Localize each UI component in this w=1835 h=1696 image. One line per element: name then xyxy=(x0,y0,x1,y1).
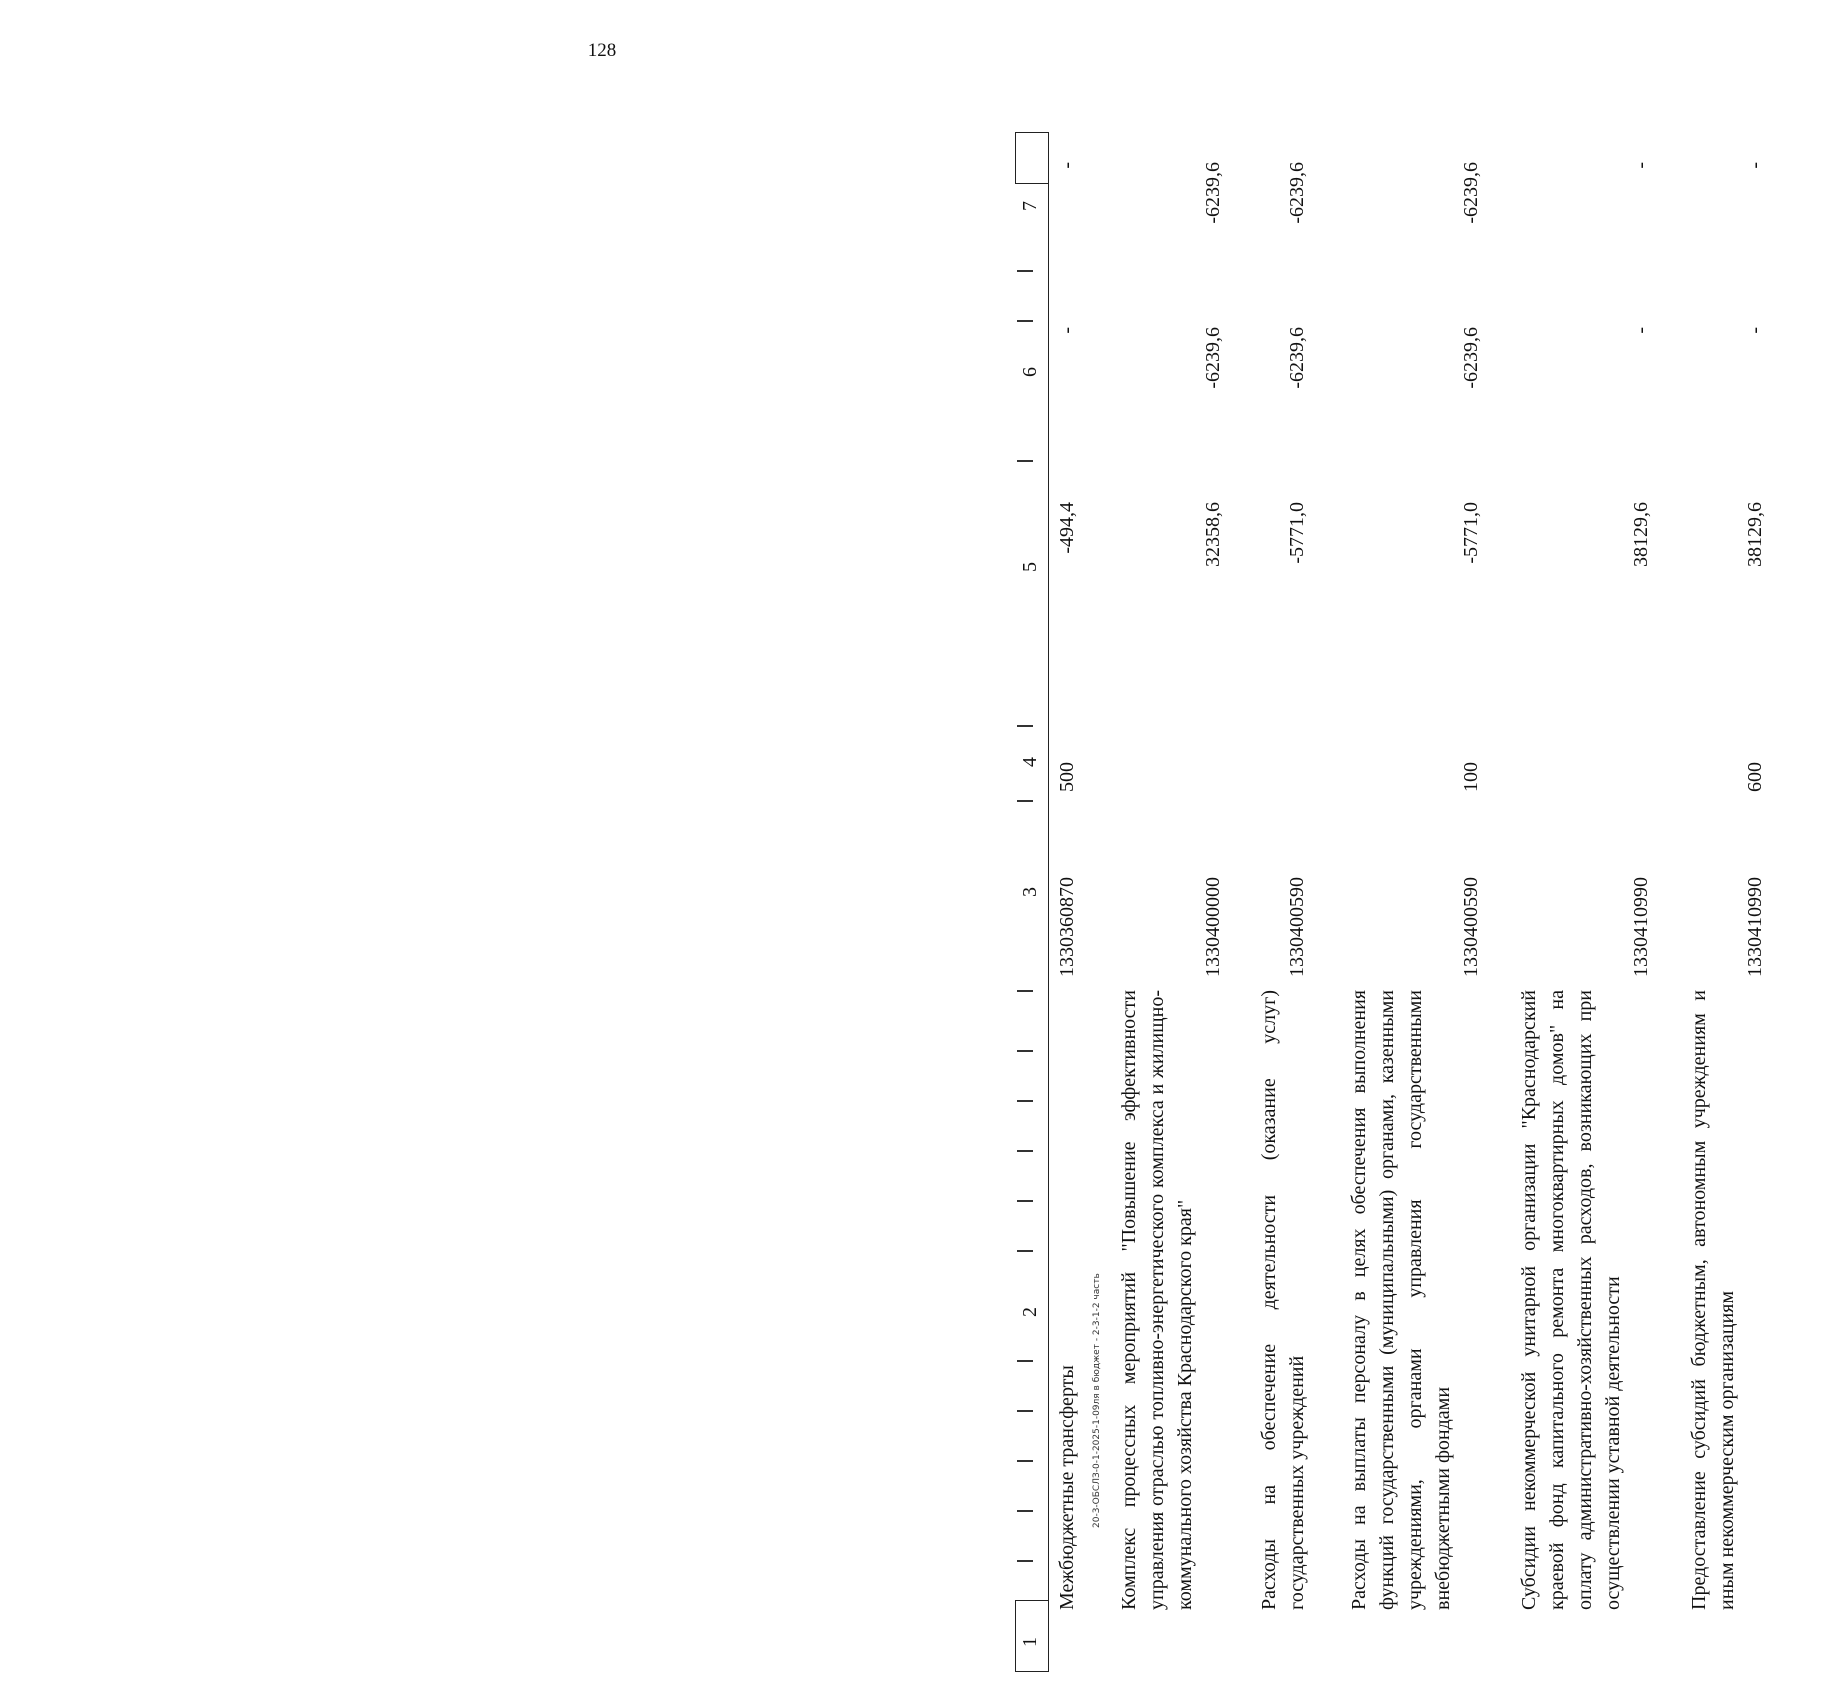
header-tick xyxy=(1017,320,1033,322)
row-name: Субсидии некоммерческой унитарной организации "Краснодарский краевой фонд капитального ремонта многоквартирных домов" на оплату административно-хозяйственных расходов, возникающих при осуществлении уставной деятельности xyxy=(1518,990,1624,1610)
header-col-6: 6 xyxy=(1019,367,1041,377)
row-name: Межбюджетные трансферты xyxy=(1056,1365,1078,1610)
row-vr: 500 xyxy=(1056,762,1078,792)
header-tick xyxy=(1017,460,1033,462)
row-vr: 100 xyxy=(1460,762,1482,792)
row-col7: -6239,6 xyxy=(1460,162,1482,224)
row-col6: - xyxy=(1630,327,1652,334)
header-col-7: 7 xyxy=(1019,201,1041,211)
header-col-2: 2 xyxy=(1019,1307,1041,1317)
header-tick xyxy=(1017,990,1033,992)
header-frame-right xyxy=(1015,132,1049,184)
header-tick xyxy=(1017,1050,1033,1052)
rotated-table xyxy=(1015,132,1835,1672)
row-code: 1330410990 xyxy=(1744,877,1766,977)
header-col-5: 5 xyxy=(1019,562,1041,572)
header-col-3: 3 xyxy=(1019,887,1041,897)
row-code: 1330410990 xyxy=(1630,877,1652,977)
header-rule xyxy=(1048,132,1049,1672)
header-tick xyxy=(1017,800,1033,802)
header-tick xyxy=(1017,1410,1033,1412)
row-col6: - xyxy=(1056,327,1078,334)
row-col5: -5771,0 xyxy=(1286,502,1308,564)
header-tick xyxy=(1017,725,1033,727)
row-col5: -5771,0 xyxy=(1460,502,1482,564)
row-col6: - xyxy=(1744,327,1766,334)
row-col7: - xyxy=(1744,162,1766,169)
row-name: Предоставление субсидий бюджетным, автономным учреждениям и иным некоммерческим организациям xyxy=(1688,990,1738,1610)
row-col7: -6239,6 xyxy=(1202,162,1224,224)
header-col-1: 1 xyxy=(1019,1637,1041,1647)
row-col6: -6239,6 xyxy=(1460,327,1482,389)
row-name: Расходы на выплаты персоналу в целях обеспечения выполнения функций государственными (муниципальными) органами, казенными учреждениями, органами управления государственными внебюджетными фондами xyxy=(1348,990,1454,1610)
row-code: 1330400590 xyxy=(1460,877,1482,977)
row-name: Расходы на обеспечение деятельности (оказание услуг) государственных учреждений xyxy=(1258,990,1308,1610)
row-col7: - xyxy=(1630,162,1652,169)
row-code: 1330360870 xyxy=(1056,877,1078,977)
header-tick xyxy=(1017,1460,1033,1462)
table-header xyxy=(1015,132,1049,1672)
header-tick xyxy=(1017,1150,1033,1152)
row-vr: 600 xyxy=(1744,762,1766,792)
footer-stamp-text: 20-3-ОБСЛЗ-0-1-2025-1-09ля в бюджет - 2-3-1-2 часть xyxy=(1092,1273,1102,1528)
row-code: 1330400000 xyxy=(1202,877,1224,977)
row-code: 1330400590 xyxy=(1286,877,1308,977)
page-number: 128 xyxy=(587,40,617,61)
row-col5: -494,4 xyxy=(1056,502,1078,554)
header-tick xyxy=(1017,1200,1033,1202)
row-col7: - xyxy=(1056,162,1078,169)
header-tick xyxy=(1017,1100,1033,1102)
row-col5: 32358,6 xyxy=(1202,502,1224,567)
header-col-4: 4 xyxy=(1019,757,1041,767)
header-tick xyxy=(1017,1360,1033,1362)
header-tick xyxy=(1017,1250,1033,1252)
row-col6: -6239,6 xyxy=(1202,327,1224,389)
row-name: Комплекс процессных мероприятий "Повышение эффективности управления отраслью топливно-энергетического комплекса и жилищно-коммунального хозяйства Краснодарского края" xyxy=(1118,990,1196,1610)
row-col5: 38129,6 xyxy=(1744,502,1766,567)
header-tick xyxy=(1017,1510,1033,1512)
row-col7: -6239,6 xyxy=(1286,162,1308,224)
row-col5: 38129,6 xyxy=(1630,502,1652,567)
header-tick xyxy=(1017,1560,1033,1562)
header-tick xyxy=(1017,270,1033,272)
row-col6: -6239,6 xyxy=(1286,327,1308,389)
